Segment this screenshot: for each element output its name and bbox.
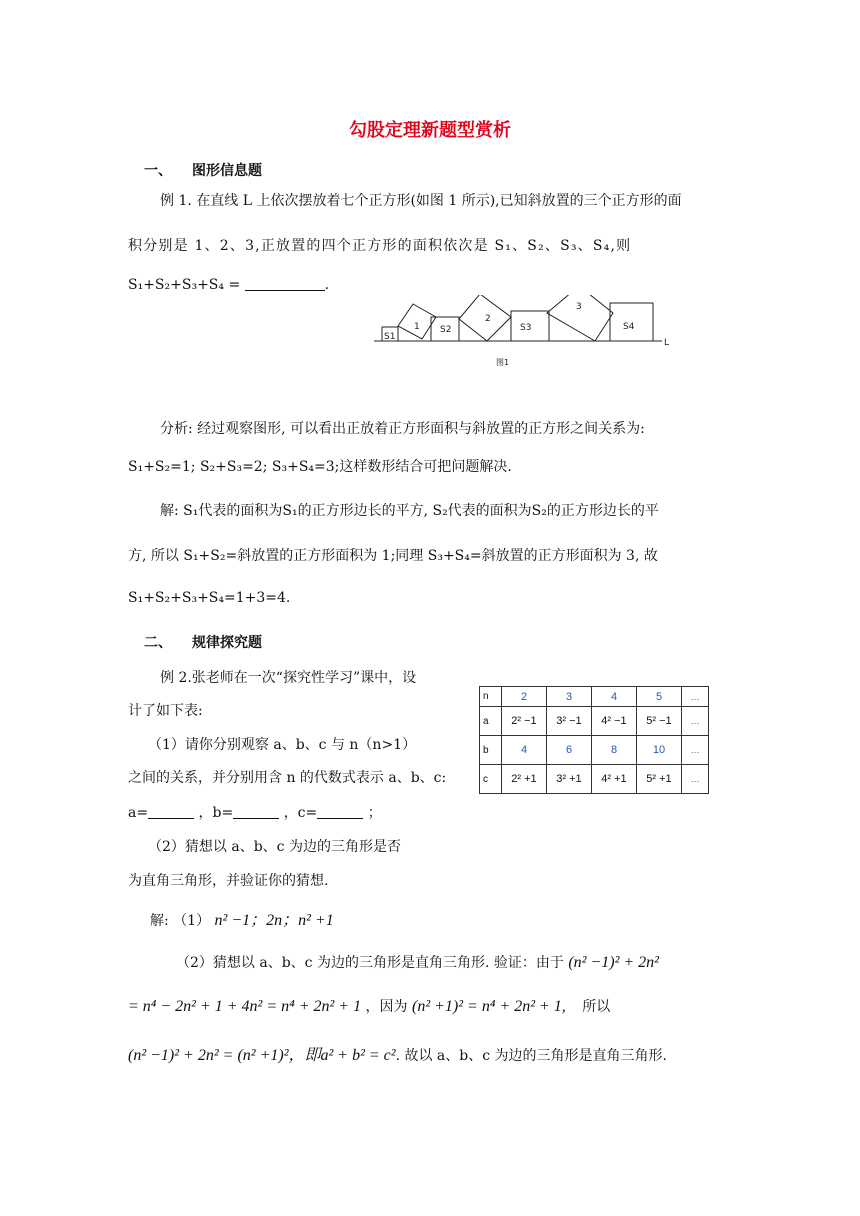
table-row <box>480 765 709 794</box>
label-2: 2 <box>485 314 491 324</box>
solution2-line2 <box>176 952 659 972</box>
label-1: 1 <box>414 322 420 332</box>
label-s4: S4 <box>623 322 635 332</box>
example2-q2-line2: 为直角三角形，并验证你的猜想. <box>128 873 329 889</box>
solution2-line3 <box>128 996 610 1016</box>
solution2-verify-expr: (n² −1)² + 2n² <box>568 954 659 971</box>
label-s2: S2 <box>440 325 452 335</box>
solution2-conclusion-expr: (n² −1)² + 2n² = (n² +1)²，即a² + b² = c² <box>128 1047 396 1064</box>
solution2-answers: n² −1；2n；n² +1 <box>214 912 334 929</box>
table-cell: 4 <box>592 687 637 707</box>
table-cell: b <box>480 736 502 765</box>
table-cell: 3 <box>547 687 592 707</box>
example1-line3 <box>128 276 329 293</box>
table-cell: … <box>682 707 709 736</box>
example2-line1: 例 2.张老师在一次“探究性学习”课中，设 <box>160 670 417 686</box>
solution2-line1 <box>150 907 334 930</box>
table-cell: 4 <box>502 736 547 765</box>
solution1-line2: 方, 所以 S₁+S₂=斜放置的正方形面积为 1;同理 S₃+S₄=斜放置的正方形面积为 3, 故 <box>128 548 658 564</box>
table-cell: 8 <box>592 736 637 765</box>
example2-q1-answers <box>128 802 382 822</box>
table-cell: 3² +1 <box>547 765 592 794</box>
answer-blank <box>245 276 325 291</box>
page-title: 勾股定理新题型赏析 <box>349 120 511 141</box>
answer-a-blank <box>148 804 194 819</box>
table-cell: 4² +1 <box>592 765 637 794</box>
table-cell: … <box>682 765 709 794</box>
table-cell: 5 <box>637 687 682 707</box>
analysis-line1: 分析: 经过观察图形, 可以看出正放着正方形面积与斜放置的正方形之间关系为: <box>160 421 645 437</box>
table-cell: 5² +1 <box>637 765 682 794</box>
solution2-line4 <box>128 1042 667 1065</box>
solution2-verify-text: （2）猜想以 a、b、c 为边的三角形是直角三角形. 验证：由于 <box>176 955 564 971</box>
section2-number: 二、 <box>144 635 172 651</box>
label-3: 3 <box>576 302 582 312</box>
table-cell: a <box>480 707 502 736</box>
example2-q2-line1: （2）猜想以 a、b、c 为边的三角形是否 <box>148 839 401 855</box>
solution2-prefix: 解: （1） <box>150 913 211 929</box>
table-row <box>480 707 709 736</box>
table-row <box>480 687 709 707</box>
example2-line2: 计了如下表: <box>128 703 203 719</box>
table-cell: 3² −1 <box>547 707 592 736</box>
answer-b-label: ，b= <box>198 805 234 821</box>
example2-q1-line2: 之间的关系，并分别用含 n 的代数式表示 a、b、c: <box>128 770 447 786</box>
example1-period: . <box>324 277 330 293</box>
table-cell: 2² +1 <box>502 765 547 794</box>
label-s1: S1 <box>384 332 396 342</box>
label-l: L <box>664 338 670 348</box>
solution1-line3: S₁+S₂+S₃+S₄=1+3=4. <box>128 590 291 606</box>
table-cell: c <box>480 765 502 794</box>
section2-heading: 规律探究题 <box>192 635 262 651</box>
solution2-conclusion: . 故以 a、b、c 为边的三角形是直角三角形. <box>395 1048 667 1064</box>
table-cell: 2² −1 <box>502 707 547 736</box>
solution2-expansion: = n⁴ − 2n² + 1 + 4n² = n⁴ + 2n² + 1 <box>128 998 362 1015</box>
section1-number: 一、 <box>144 163 172 179</box>
label-s3: S3 <box>520 323 532 333</box>
figure1-caption: 图1 <box>496 358 510 367</box>
table-cell: 6 <box>547 736 592 765</box>
analysis-line2: S₁+S₂=1; S₂+S₃=2; S₃+S₄=3;这样数形结合可把问题解决. <box>128 459 512 475</box>
solution2-therefore: 所以 <box>582 999 611 1015</box>
example2-q1-line1: （1）请你分别观察 a、b、c 与 n（n>1） <box>148 737 417 753</box>
table-cell: n <box>480 687 502 707</box>
table-cell: … <box>682 687 709 707</box>
table-cell: 4² −1 <box>592 707 637 736</box>
table-row <box>480 736 709 765</box>
example1-sum-label: S₁+S₂+S₃+S₄ = <box>128 277 241 293</box>
table-cell: 5² −1 <box>637 707 682 736</box>
table-cell: 10 <box>637 736 682 765</box>
answer-a-label: a= <box>128 805 149 821</box>
pattern-table <box>479 686 709 794</box>
section1-heading: 图形信息题 <box>192 163 262 179</box>
table-cell: … <box>682 736 709 765</box>
answer-b-blank <box>233 804 279 819</box>
solution2-because: ，因为 <box>365 999 408 1015</box>
example1-line2: 积分别是 1、2、3,正放置的四个正方形的面积依次是 S₁、S₂、S₃、S₄,则 <box>128 238 632 254</box>
table-cell: 2 <box>502 687 547 707</box>
solution2-square-expansion: (n² +1)² = n⁴ + 2n² + 1, <box>412 998 566 1015</box>
figure1-squares-diagram <box>370 295 680 375</box>
solution1-line1: 解: S₁代表的面积为S₁的正方形边长的平方, S₂代表的面积为S₂的正方形边长的平 <box>160 503 659 519</box>
answer-end: ； <box>367 805 382 821</box>
answer-c-label: ，c= <box>283 805 318 821</box>
example1-line1: 例 1. 在直线 L 上依次摆放着七个正方形(如图 1 所示),已知斜放置的三个正方形的面 <box>160 193 682 209</box>
answer-c-blank <box>317 804 363 819</box>
